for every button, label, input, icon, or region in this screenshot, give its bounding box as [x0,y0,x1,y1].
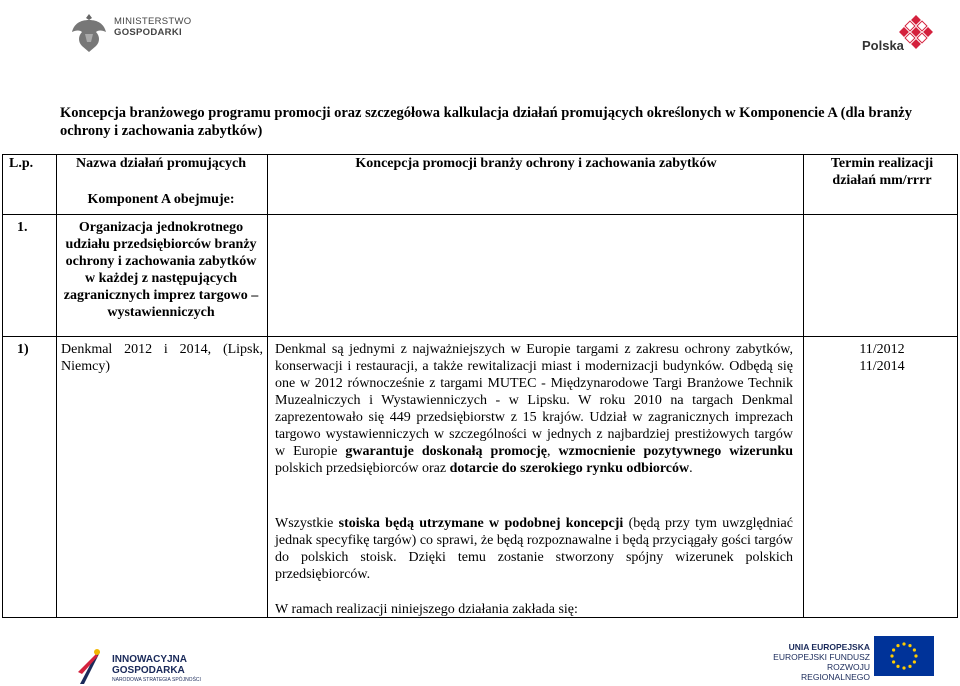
row2-paragraph3: W ramach realizacji niniejszego działania zakłada się: [275,602,578,617]
header-concept: Koncepcja promocji branży ochrony i zachowania zabytków [355,156,717,171]
ig-logo-line2: GOSPODARKA [112,665,185,676]
p1-bold-c: dotarcie do szerokiego rynku odbiorców [449,461,690,476]
eagle-emblem-icon [70,12,108,54]
promotion-table [2,154,958,618]
p2-bold-a: stoiska będą utrzymane w podobnej koncepcji [338,516,624,531]
header-name-line1: Nazwa działań promujących [75,156,247,171]
row2-paragraph2 [275,515,793,583]
row2-name: Denkmal 2012 i 2014, (Lipsk, Niemcy) [61,342,263,374]
p1-text-c: polskich przedsiębiorców oraz [275,461,450,476]
eu-logo-line2: EUROPEJSKI FUNDUSZ [773,652,870,662]
polska-logo [858,14,938,62]
eu-star [902,642,905,645]
eu-star [892,660,895,663]
row2-number: 1) [17,342,29,357]
p2-text-a: Wszystkie [275,516,339,531]
row1-name: Organizacja jednokrotnego udziału przedsiębiorców branży ochrony i zachowania zabytków w każdej z następujących zagranicznych imprez targowo – wystawienniczych [63,220,259,320]
row2-terms [811,341,953,375]
p1-text-d: . [689,461,693,476]
eu-star [896,665,899,668]
eu-logo [772,636,936,680]
header-lp: L.p. [9,156,34,171]
header-term: Termin realizacji działań mm/rrrr [830,156,934,188]
eu-star [908,644,911,647]
row-divider [3,336,957,337]
ig-star-mark-icon [78,646,102,686]
eu-logo-line1: UNIA EUROPEJSKA [788,642,870,652]
eu-logo-line3: ROZWOJU REGIONALNEGO [801,662,870,682]
p1-bold-b: wzmocnienie pozytywnego wizerunku [558,444,794,459]
ministry-logo [70,12,192,54]
row-divider [3,214,957,215]
polska-logo-word: Polska [862,38,904,53]
eu-star [913,648,916,651]
ministry-logo-line1: MINISTERSTWO [114,16,192,27]
p1-bold-a: gwarantuje doskonałą promocję [345,444,548,459]
eu-star [902,666,905,669]
eu-star [890,654,893,657]
row1-number: 1. [17,220,28,235]
header-name-line2: Komponent A obejmuje: [87,192,235,207]
eu-star [914,654,917,657]
ig-logo-line3: NARODOWA STRATEGIA SPÓJNOŚCI [112,677,201,683]
p2-text-b: (będą przy tym uwzględniać jednak specyfikę targów) co sprawi, że będą rozpoznawalne i będą przyciągały gości targów do polskich stoisk. Dzięki temu zostanie stworzony spójny wizerunek polskich przedsiębiorców. [275,516,793,582]
column-divider [267,155,268,617]
column-divider [56,155,57,617]
header-name [61,155,261,208]
eu-star [896,644,899,647]
term-2014: 11/2014 [859,359,905,374]
p1-text-b: , [547,444,559,459]
eu-star [913,660,916,663]
p1-text-a: Denkmal są jednymi z najważniejszych w Europie targami z zakresu ochrony zabytków, konserwacji i restauracji, a także rewitalizacji miast i modernizacji budynków. Odbędą się one w 2012 równocześnie z targami MUTEC - Międzynarodowe Targi Branżowe Technik Muzealniczych i Wystawienniczych - w Lipsku. W roku 2010 na targach Denkmal zaprezentowało się 449 przedsiębiorstw z 15 krajów. Udział w zagranicznych imprezach targowo wystawienniczych w szczególności w jednych z najbardziej prestiżowych targów w Europie [275,342,793,459]
term-2012: 11/2012 [859,342,905,357]
eu-star [908,665,911,668]
ig-logo-line1: INNOWACYJNA [112,654,188,665]
row2-paragraph1 [275,341,793,477]
column-divider [803,155,804,617]
document-heading: Koncepcja branżowego programu promocji oraz szczegółowa kalkulacja działań promujących określonych w Komponencie A (dla branży ochrony i zachowania zabytków) [60,105,912,139]
eu-star [892,648,895,651]
innowacyjna-gospodarka-logo [78,646,208,686]
ministry-logo-line2: GOSPODARKI [114,27,182,38]
eu-flag-icon [874,636,934,676]
